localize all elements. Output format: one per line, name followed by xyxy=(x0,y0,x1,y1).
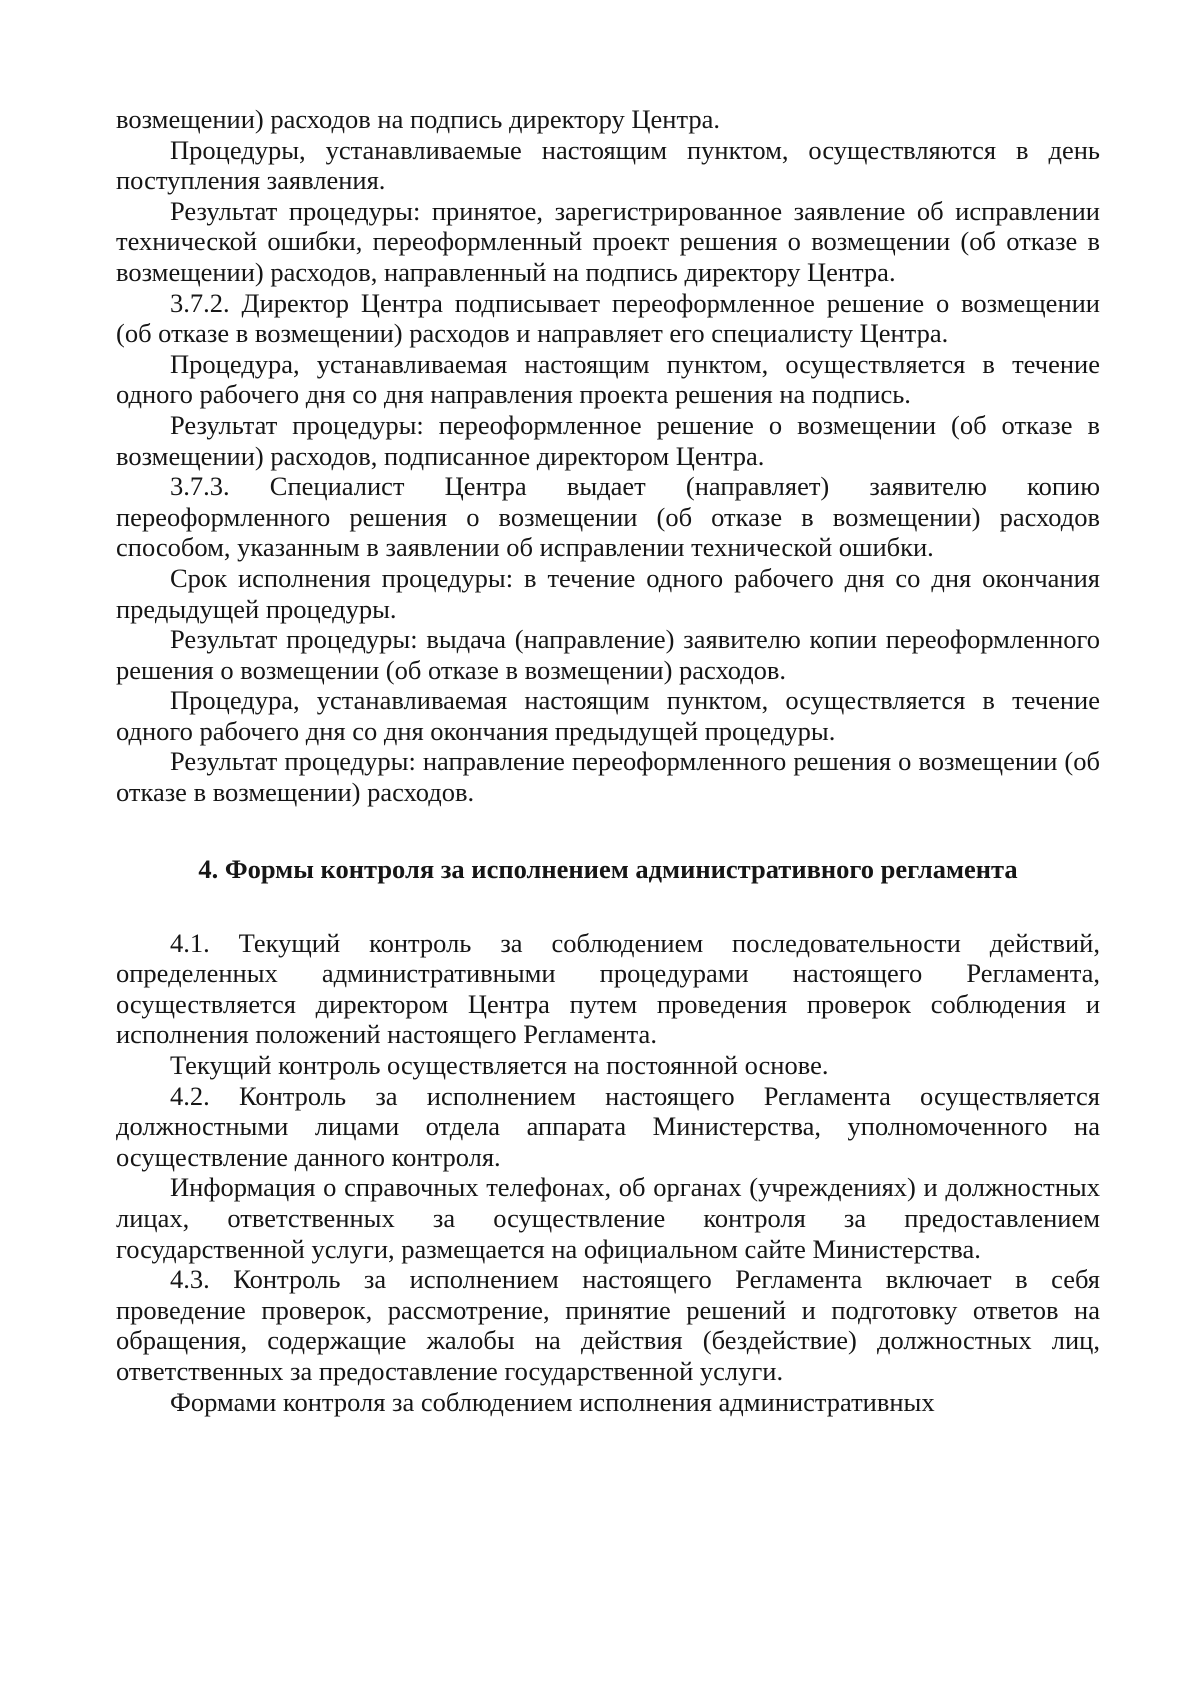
paragraph: Формами контроля за соблюдением исполнения административных xyxy=(170,1386,935,1417)
paragraph-3-7-3: 3.7.3. Специалист Центра выдает (направляет) заявителю копию переоформленного решения о возмещении (об отказе в возмещении) расходов способом, указанным в заявлении об исправлении технической ошибки. xyxy=(116,471,1100,563)
paragraph: возмещении) расходов на подпись директору Центра. xyxy=(116,104,721,134)
document-page xyxy=(116,104,1100,1417)
paragraph: Информация о справочных телефонах, об органах (учреждениях) и должностных лицах, ответственных за осуществление контроля за предоставлением государственной услуги, размещается на официальном сайте Министерства. xyxy=(116,1172,1100,1264)
section-heading: 4. Формы контроля за исполнением административного регламента xyxy=(198,853,1018,884)
paragraph: Текущий контроль осуществляется на постоянной основе. xyxy=(170,1050,829,1081)
paragraph: Процедура, устанавливаемая настоящим пунктом, осуществляется в течение одного рабочего дня со дня направления проекта решения на подпись. xyxy=(116,348,1100,410)
paragraph: Результат процедуры: выдача (направление) заявителю копии переоформленного решения о возмещении (об отказе в возмещении) расходов. xyxy=(116,624,1100,685)
paragraph: Процедура, устанавливаемая настоящим пунктом, осуществляется в течение одного рабочего дня со дня окончания предыдущей процедуры. xyxy=(116,685,1100,746)
paragraph-4-3: 4.3. Контроль за исполнением настоящего Регламента включает в себя проведение проверок, рассмотрение, принятие решений и подготовку ответов на обращения, содержащие жалобы на действия (бездействие) должностных лиц, ответственных за предоставление государственной услуги. xyxy=(116,1264,1100,1386)
paragraph-4-1: 4.1. Текущий контроль за соблюдением последовательности действий, определенных административными процедурами настоящего Регламента, осуществляется директором Центра путем проведения проверок соблюдения и исполнения положений настоящего Регламента. xyxy=(116,927,1100,1050)
paragraph-3-7-2: 3.7.2. Директор Центра подписывает переоформленное решение о возмещении (об отказе в возмещении) расходов и направляет его специалисту Центра. xyxy=(116,287,1100,349)
paragraph: Результат процедуры: принятое, зарегистрированное заявление об исправлении технической ошибки, переоформленный проект решения о возмещении (об отказе в возмещении) расходов, направленный на подпись директору Центра. xyxy=(116,195,1100,287)
paragraph-4-2: 4.2. Контроль за исполнением настоящего Регламента осуществляется должностными лицами отдела аппарата Министерства, уполномоченного на осуществление данного контроля. xyxy=(116,1080,1100,1172)
paragraph: Процедуры, устанавливаемые настоящим пунктом, осуществляются в день поступления заявления. xyxy=(116,134,1100,196)
paragraph: Результат процедуры: направление переоформленного решения о возмещении (об отказе в возмещении) расходов. xyxy=(116,746,1100,808)
paragraph: Результат процедуры: переоформленное решение о возмещении (об отказе в возмещении) расходов, подписанное директором Центра. xyxy=(116,409,1100,471)
paragraph: Срок исполнения процедуры: в течение одного рабочего дня со дня окончания предыдущей процедуры. xyxy=(116,562,1100,624)
